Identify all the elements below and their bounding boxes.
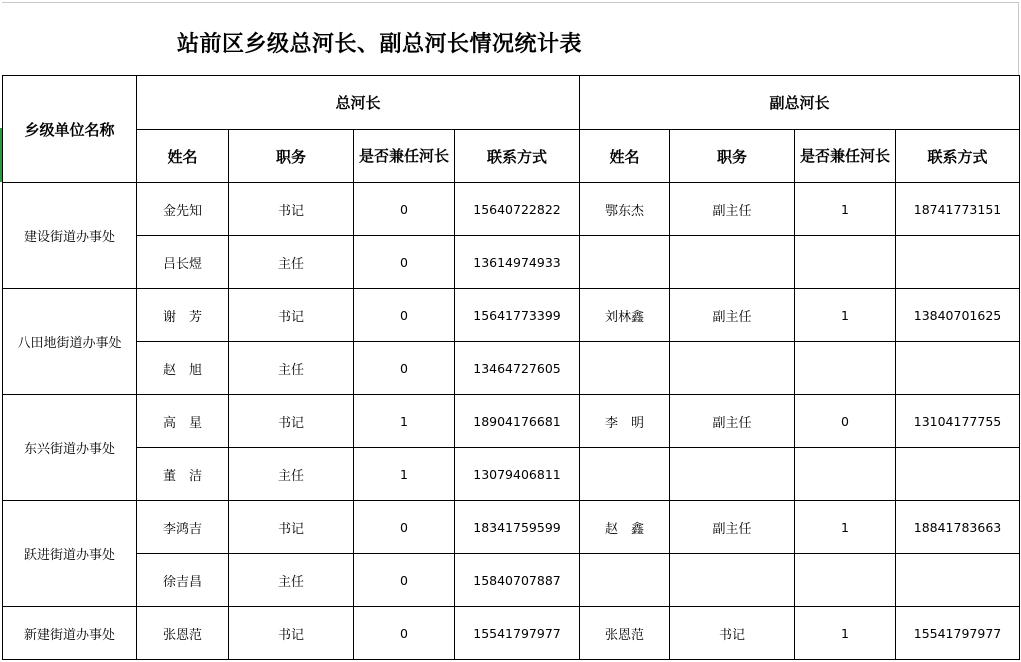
chief-contact-cell: 15641773399 bbox=[455, 289, 580, 342]
deputy-position-cell: 副主任 bbox=[670, 395, 795, 448]
deputy-name-cell-empty bbox=[580, 554, 670, 607]
statistics-table bbox=[2, 75, 1020, 660]
table-row bbox=[3, 183, 1020, 236]
chief-position-cell: 主任 bbox=[229, 236, 354, 289]
chief-concurrent-cell: 0 bbox=[354, 183, 455, 236]
header-unit: 乡级单位名称 bbox=[3, 76, 137, 183]
chief-concurrent-cell: 0 bbox=[354, 554, 455, 607]
chief-contact-cell: 18341759599 bbox=[455, 501, 580, 554]
deputy-concurrent-cell-empty bbox=[795, 554, 896, 607]
chief-name-cell: 李鸿吉 bbox=[137, 501, 229, 554]
deputy-concurrent-cell-empty bbox=[795, 236, 896, 289]
chief-name-cell: 谢 芳 bbox=[137, 289, 229, 342]
header-row-columns bbox=[3, 130, 1020, 183]
header-deputy-concurrent: 是否兼任河长 bbox=[795, 130, 896, 183]
deputy-concurrent-cell: 1 bbox=[795, 183, 896, 236]
deputy-position-cell-empty bbox=[670, 554, 795, 607]
chief-position-cell: 书记 bbox=[229, 607, 354, 660]
table-row bbox=[3, 554, 1020, 607]
deputy-concurrent-cell: 0 bbox=[795, 395, 896, 448]
chief-concurrent-cell: 0 bbox=[354, 342, 455, 395]
header-deputy-name: 姓名 bbox=[580, 130, 670, 183]
deputy-concurrent-cell: 1 bbox=[795, 607, 896, 660]
chief-name-cell: 金先知 bbox=[137, 183, 229, 236]
chief-name-cell: 吕长煜 bbox=[137, 236, 229, 289]
deputy-concurrent-cell-empty bbox=[795, 448, 896, 501]
deputy-contact-cell: 13840701625 bbox=[896, 289, 1020, 342]
deputy-contact-cell-empty bbox=[896, 448, 1020, 501]
deputy-name-cell-empty bbox=[580, 236, 670, 289]
deputy-contact-cell: 15541797977 bbox=[896, 607, 1020, 660]
deputy-name-cell-empty bbox=[580, 448, 670, 501]
deputy-position-cell-empty bbox=[670, 342, 795, 395]
header-deputy-position: 职务 bbox=[670, 130, 795, 183]
chief-contact-cell: 15640722822 bbox=[455, 183, 580, 236]
chief-concurrent-cell: 0 bbox=[354, 607, 455, 660]
deputy-contact-cell-empty bbox=[896, 342, 1020, 395]
deputy-contact-cell-empty bbox=[896, 236, 1020, 289]
chief-position-cell: 主任 bbox=[229, 448, 354, 501]
deputy-name-cell-empty bbox=[580, 342, 670, 395]
deputy-name-cell: 李 明 bbox=[580, 395, 670, 448]
deputy-position-cell-empty bbox=[670, 448, 795, 501]
unit-name-cell: 东兴街道办事处 bbox=[3, 395, 137, 501]
header-deputy-contact: 联系方式 bbox=[896, 130, 1020, 183]
chief-position-cell: 书记 bbox=[229, 501, 354, 554]
deputy-concurrent-cell: 1 bbox=[795, 289, 896, 342]
chief-position-cell: 书记 bbox=[229, 183, 354, 236]
deputy-position-cell: 副主任 bbox=[670, 289, 795, 342]
deputy-name-cell: 张恩范 bbox=[580, 607, 670, 660]
table-row bbox=[3, 395, 1020, 448]
table-row bbox=[3, 236, 1020, 289]
table-row bbox=[3, 501, 1020, 554]
deputy-name-cell: 刘林鑫 bbox=[580, 289, 670, 342]
chief-name-cell: 赵 旭 bbox=[137, 342, 229, 395]
header-chief-position: 职务 bbox=[229, 130, 354, 183]
chief-contact-cell: 15840707887 bbox=[455, 554, 580, 607]
chief-concurrent-cell: 1 bbox=[354, 448, 455, 501]
deputy-contact-cell: 13104177755 bbox=[896, 395, 1020, 448]
page-title: 站前区乡级总河长、副总河长情况统计表 bbox=[177, 32, 583, 57]
chief-position-cell: 书记 bbox=[229, 289, 354, 342]
header-row-group bbox=[3, 76, 1020, 130]
deputy-name-cell: 赵 鑫 bbox=[580, 501, 670, 554]
header-chief-name: 姓名 bbox=[137, 130, 229, 183]
chief-name-cell: 徐吉昌 bbox=[137, 554, 229, 607]
unit-name-cell: 新建街道办事处 bbox=[3, 607, 137, 660]
deputy-contact-cell-empty bbox=[896, 554, 1020, 607]
table-row bbox=[3, 607, 1020, 660]
chief-contact-cell: 15541797977 bbox=[455, 607, 580, 660]
deputy-position-cell: 副主任 bbox=[670, 183, 795, 236]
chief-concurrent-cell: 0 bbox=[354, 236, 455, 289]
chief-contact-cell: 18904176681 bbox=[455, 395, 580, 448]
chief-contact-cell: 13464727605 bbox=[455, 342, 580, 395]
chief-name-cell: 高 星 bbox=[137, 395, 229, 448]
deputy-name-cell: 鄂东杰 bbox=[580, 183, 670, 236]
unit-name-cell: 八田地街道办事处 bbox=[3, 289, 137, 395]
header-chief-group: 总河长 bbox=[137, 76, 580, 130]
chief-contact-cell: 13079406811 bbox=[455, 448, 580, 501]
unit-name-cell: 建设街道办事处 bbox=[3, 183, 137, 289]
chief-position-cell: 书记 bbox=[229, 395, 354, 448]
title-row bbox=[2, 2, 1019, 75]
chief-contact-cell: 13614974933 bbox=[455, 236, 580, 289]
chief-name-cell: 董 洁 bbox=[137, 448, 229, 501]
unit-name-cell: 跃进街道办事处 bbox=[3, 501, 137, 607]
header-chief-concurrent: 是否兼任河长 bbox=[354, 130, 455, 183]
deputy-concurrent-cell: 1 bbox=[795, 501, 896, 554]
deputy-contact-cell: 18841783663 bbox=[896, 501, 1020, 554]
chief-position-cell: 主任 bbox=[229, 342, 354, 395]
table-row bbox=[3, 289, 1020, 342]
table-row bbox=[3, 342, 1020, 395]
header-chief-contact: 联系方式 bbox=[455, 130, 580, 183]
deputy-concurrent-cell-empty bbox=[795, 342, 896, 395]
deputy-contact-cell: 18741773151 bbox=[896, 183, 1020, 236]
deputy-position-cell: 副主任 bbox=[670, 501, 795, 554]
chief-concurrent-cell: 1 bbox=[354, 395, 455, 448]
chief-position-cell: 主任 bbox=[229, 554, 354, 607]
chief-concurrent-cell: 0 bbox=[354, 289, 455, 342]
chief-concurrent-cell: 0 bbox=[354, 501, 455, 554]
chief-name-cell: 张恩范 bbox=[137, 607, 229, 660]
deputy-position-cell-empty bbox=[670, 236, 795, 289]
header-deputy-group: 副总河长 bbox=[580, 76, 1020, 130]
table-row bbox=[3, 448, 1020, 501]
deputy-position-cell: 书记 bbox=[670, 607, 795, 660]
